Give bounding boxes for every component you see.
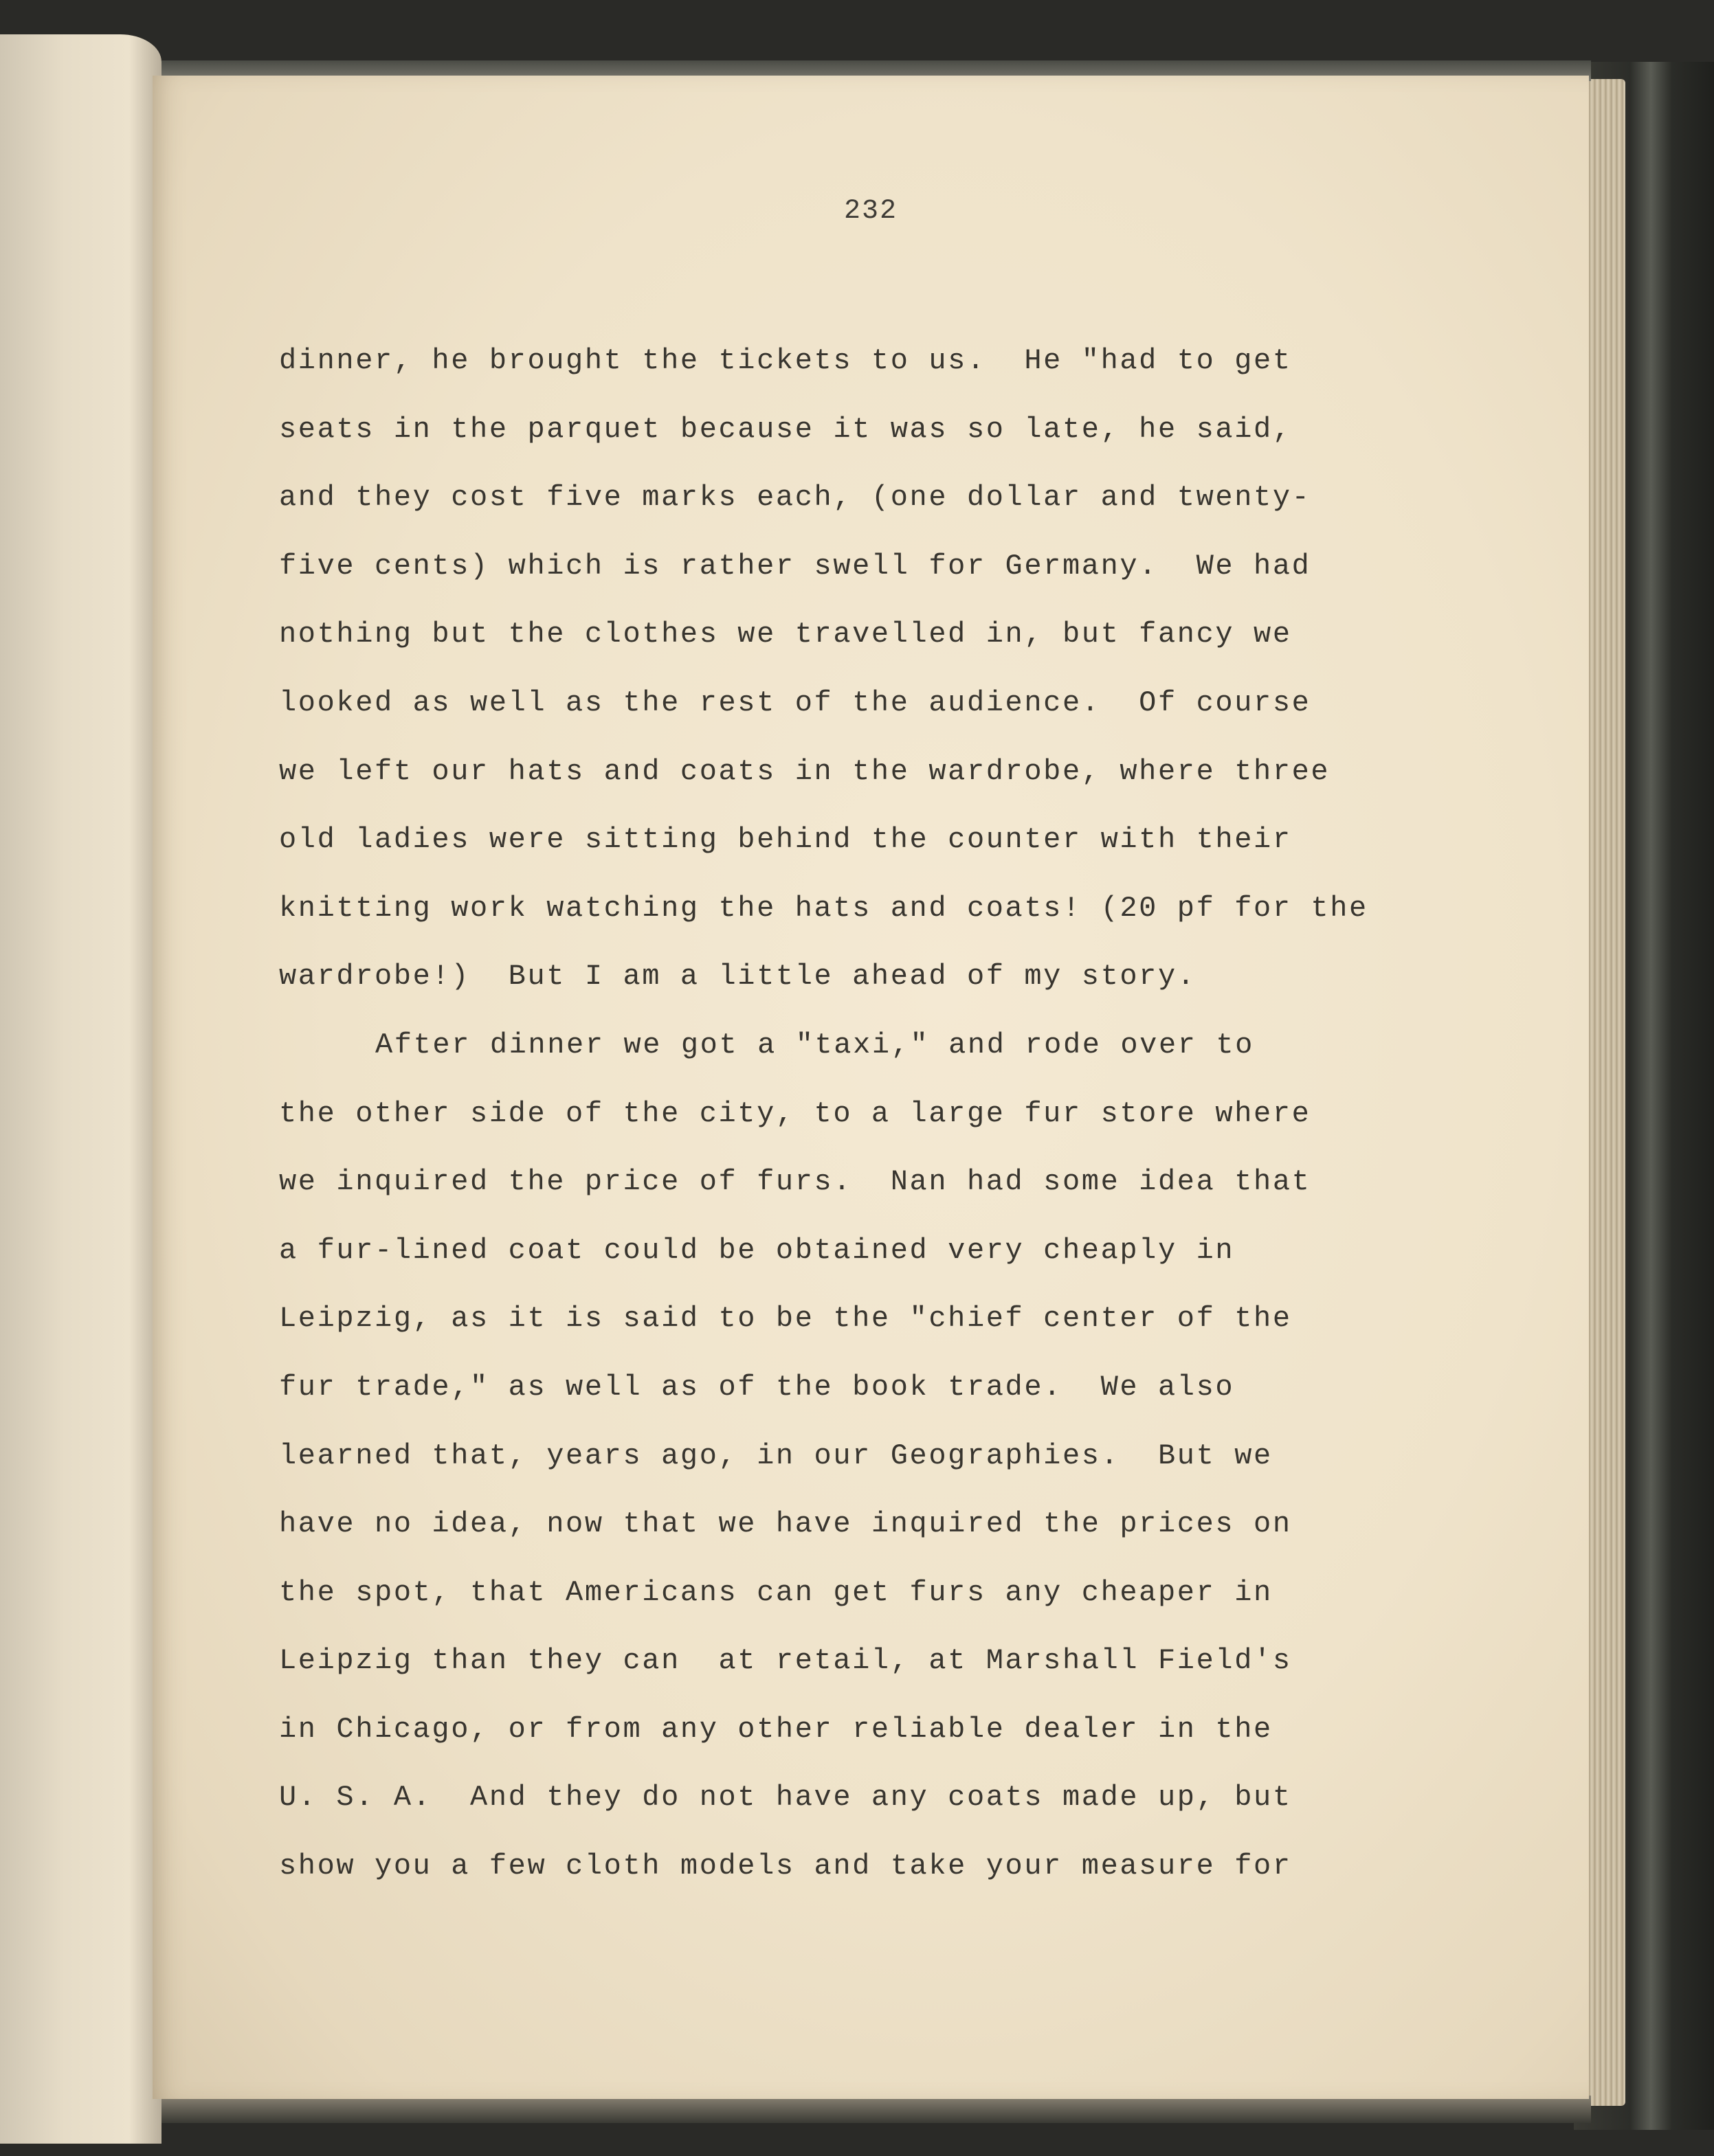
text-line: looked as well as the rest of the audience. Of course bbox=[279, 686, 1311, 719]
text-line: fur trade," as well as of the book trade. We also bbox=[279, 1370, 1235, 1404]
right-page bbox=[153, 76, 1589, 2099]
text-line: nothing but the clothes we travelled in, but fancy we bbox=[279, 618, 1292, 651]
text-line: old ladies were sitting behind the counter with their bbox=[279, 823, 1292, 857]
text-line: a fur-lined coat could be obtained very cheaply in bbox=[279, 1233, 1235, 1267]
text-line: learned that, years ago, in our Geographies. But we bbox=[279, 1439, 1273, 1472]
text-line: Leipzig, as it is said to be the "chief center of the bbox=[279, 1302, 1292, 1336]
text-line: wardrobe!) But I am a little ahead of my story. bbox=[279, 960, 1197, 993]
text-line: Leipzig than they can at retail, at Marshall Field's bbox=[279, 1644, 1292, 1678]
page-edges bbox=[1584, 79, 1625, 2106]
text-line: we inquired the price of furs. Nan had some idea that bbox=[279, 1165, 1311, 1199]
text-line: show you a few cloth models and take your measure for bbox=[279, 1850, 1292, 1883]
text-line: in Chicago, or from any other reliable dealer in the bbox=[279, 1712, 1273, 1746]
text-line: dinner, he brought the tickets to us. He "had to get bbox=[279, 344, 1292, 377]
left-page-curl bbox=[0, 34, 162, 2144]
text-line: we left our hats and coats in the wardrobe, where three bbox=[279, 754, 1331, 788]
text-line: knitting work watching the hats and coats! (20 pf for the bbox=[279, 891, 1368, 925]
text-line: the spot, that Americans can get furs any cheaper in bbox=[279, 1575, 1273, 1609]
text-line: have no idea, now that we have inquired the prices on bbox=[279, 1507, 1292, 1541]
text-line: After dinner we got a "taxi," and rode over to bbox=[375, 1028, 1254, 1062]
page-body-text bbox=[279, 327, 1571, 1901]
text-line: seats in the parquet because it was so late, he said, bbox=[279, 412, 1292, 446]
text-line: five cents) which is rather swell for Germany. We had bbox=[279, 549, 1311, 583]
text-line: and they cost five marks each, (one dollar and twenty- bbox=[279, 481, 1311, 515]
text-line: U. S. A. And they do not have any coats made up, but bbox=[279, 1781, 1292, 1815]
text-line: the other side of the city, to a large fur store where bbox=[279, 1097, 1311, 1130]
page-number: 232 bbox=[843, 196, 898, 227]
cover-bottom-edge bbox=[162, 2096, 1591, 2123]
